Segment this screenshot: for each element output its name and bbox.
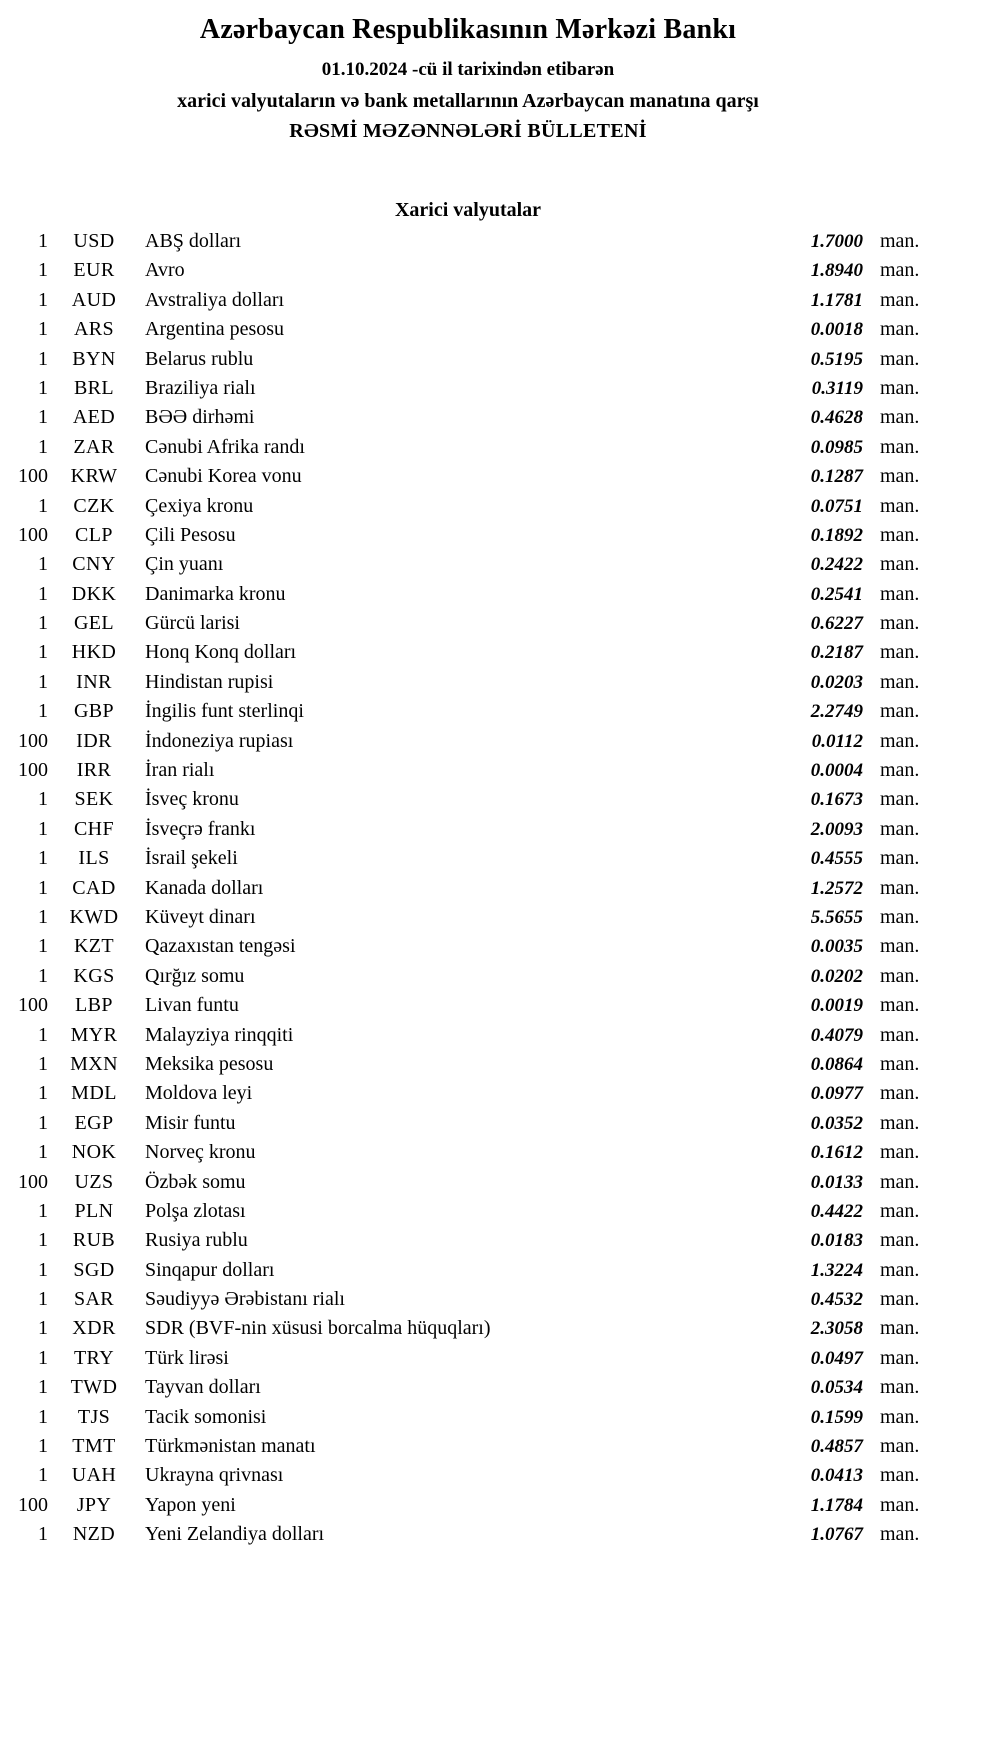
table-row <box>6 671 930 700</box>
rate-value: 1.8940 <box>810 260 863 282</box>
rate-quantity: 1 <box>38 1229 48 1252</box>
rate-unit: man. <box>880 994 920 1017</box>
currency-code: BYN <box>72 347 116 370</box>
currency-code: PLN <box>74 1199 114 1222</box>
currency-name: Çin yuanı <box>145 553 224 576</box>
rate-quantity: 1 <box>38 1346 48 1369</box>
currency-code: MYR <box>70 1023 118 1046</box>
rate-quantity: 1 <box>38 876 48 899</box>
currency-name: Tayvan dolları <box>145 1376 261 1399</box>
rate-value: 0.2187 <box>810 642 863 664</box>
rate-quantity: 1 <box>38 700 48 723</box>
rate-value: 0.1599 <box>810 1406 863 1428</box>
rate-quantity: 100 <box>18 1493 48 1516</box>
rate-value: 0.4422 <box>810 1200 863 1222</box>
rate-value: 0.0202 <box>810 965 863 987</box>
currency-code: LBP <box>75 994 113 1017</box>
rate-value: 0.0183 <box>810 1230 863 1252</box>
table-row <box>6 1494 930 1523</box>
rate-unit: man. <box>880 1493 920 1516</box>
currency-code: KWD <box>69 905 119 928</box>
currency-name: Cənubi Afrika randı <box>145 435 305 458</box>
rate-quantity: 1 <box>38 1023 48 1046</box>
rate-unit: man. <box>880 935 920 958</box>
table-row <box>6 406 930 435</box>
currency-name: SDR (BVF-nin xüsusi borcalma hüquqları) <box>145 1317 491 1340</box>
rate-quantity: 1 <box>38 1464 48 1487</box>
table-row <box>6 495 930 524</box>
currency-code: CAD <box>72 876 116 899</box>
currency-code: INR <box>76 670 112 693</box>
rate-value: 0.1287 <box>810 466 863 488</box>
currency-code: DKK <box>71 582 117 605</box>
rate-quantity: 1 <box>38 935 48 958</box>
rate-unit: man. <box>880 1346 920 1369</box>
currency-name: Çili Pesosu <box>145 523 236 546</box>
rate-unit: man. <box>880 964 920 987</box>
table-row <box>6 877 930 906</box>
table-row <box>6 965 930 994</box>
currency-name: Avstraliya dolları <box>145 288 285 311</box>
currency-name: Honq Konq dolları <box>145 641 297 664</box>
rate-quantity: 1 <box>38 905 48 928</box>
currency-code: EUR <box>73 259 115 282</box>
rate-unit: man. <box>880 435 920 458</box>
currency-name: Rusiya rublu <box>145 1229 248 1252</box>
table-row <box>6 935 930 964</box>
rate-quantity: 1 <box>38 1435 48 1458</box>
currency-code: KGS <box>73 964 115 987</box>
table-row <box>6 1376 930 1405</box>
currency-name: İndoneziya rupiası <box>145 729 294 752</box>
table-row <box>6 1053 930 1082</box>
rate-quantity: 1 <box>38 817 48 840</box>
rate-quantity: 1 <box>38 788 48 811</box>
table-row <box>6 259 930 288</box>
rate-value: 1.3224 <box>810 1259 863 1281</box>
rate-value: 0.0413 <box>810 1465 863 1487</box>
currency-name: Norveç kronu <box>145 1141 256 1164</box>
currency-name: Hindistan rupisi <box>145 670 274 693</box>
currency-name: Malayziya rinqqiti <box>145 1023 294 1046</box>
currency-code: TRY <box>73 1346 115 1369</box>
currency-code: TJS <box>77 1405 111 1428</box>
table-row <box>6 641 930 670</box>
rate-unit: man. <box>880 288 920 311</box>
rate-value: 0.4857 <box>810 1436 863 1458</box>
rate-value: 1.0767 <box>810 1524 863 1546</box>
rate-quantity: 1 <box>38 641 48 664</box>
rate-value: 1.2572 <box>810 877 863 899</box>
table-row <box>6 818 930 847</box>
currency-code: UAH <box>71 1464 117 1487</box>
rate-quantity: 1 <box>38 406 48 429</box>
currency-name: Avro <box>145 259 185 282</box>
table-row <box>6 1141 930 1170</box>
currency-code: XDR <box>72 1317 116 1340</box>
rate-unit: man. <box>880 553 920 576</box>
rate-value: 0.0497 <box>810 1347 863 1369</box>
rate-unit: man. <box>880 376 920 399</box>
currency-code: JPY <box>76 1493 112 1516</box>
rate-value: 2.3058 <box>810 1318 863 1340</box>
rate-quantity: 1 <box>38 1258 48 1281</box>
table-row <box>6 1024 930 1053</box>
rate-value: 0.0203 <box>810 671 863 693</box>
currency-name: Qırğız somu <box>145 964 245 987</box>
rate-unit: man. <box>880 1288 920 1311</box>
currency-name: Livan funtu <box>145 994 239 1017</box>
rate-unit: man. <box>880 1111 920 1134</box>
currency-name: Türk lirəsi <box>145 1346 229 1369</box>
table-row <box>6 436 930 465</box>
currency-name: Argentina pesosu <box>145 318 285 341</box>
rate-value: 0.4532 <box>810 1289 863 1311</box>
currency-name: Yapon yeni <box>145 1493 236 1516</box>
currency-code: GBP <box>73 700 115 723</box>
table-row <box>6 759 930 788</box>
currency-name: İsrail şekeli <box>145 847 238 870</box>
rate-unit: man. <box>880 347 920 370</box>
currency-code: KZT <box>73 935 115 958</box>
rate-quantity: 100 <box>18 729 48 752</box>
rate-value: 0.1612 <box>810 1142 863 1164</box>
currency-code: AUD <box>71 288 117 311</box>
bulletin-header <box>6 14 930 143</box>
rate-value: 0.0035 <box>810 936 863 958</box>
currency-name: Cənubi Korea vonu <box>145 465 302 488</box>
rate-value: 0.0352 <box>810 1112 863 1134</box>
rate-value: 0.0977 <box>810 1083 863 1105</box>
rate-value: 0.0018 <box>810 319 863 341</box>
rate-unit: man. <box>880 1405 920 1428</box>
rate-unit: man. <box>880 817 920 840</box>
currency-name: ABŞ dolları <box>145 230 242 252</box>
currency-name: İsveç kronu <box>145 788 239 811</box>
currency-code: MDL <box>71 1082 117 1105</box>
table-row <box>6 1406 930 1435</box>
rate-unit: man. <box>880 700 920 723</box>
currency-code: CNY <box>72 553 116 576</box>
table-row <box>6 847 930 876</box>
rate-quantity: 1 <box>38 1317 48 1340</box>
currency-code: IRR <box>76 759 112 782</box>
currency-name: İsveçrə frankı <box>145 817 256 840</box>
rate-value: 0.0133 <box>810 1171 863 1193</box>
rate-value: 0.1673 <box>810 789 863 811</box>
currency-name: Türkmənistan manatı <box>145 1435 316 1458</box>
rate-quantity: 1 <box>38 347 48 370</box>
table-row <box>6 1200 930 1229</box>
table-row <box>6 1288 930 1317</box>
currency-name: Misir funtu <box>145 1111 236 1134</box>
rate-value: 0.2422 <box>810 554 863 576</box>
table-row <box>6 1229 930 1258</box>
rate-quantity: 1 <box>38 288 48 311</box>
table-row <box>6 730 930 759</box>
rate-unit: man. <box>880 670 920 693</box>
rate-value: 2.2749 <box>810 701 863 723</box>
currency-code: GEL <box>73 612 115 635</box>
rate-value: 0.5195 <box>810 348 863 370</box>
rate-value: 0.0019 <box>810 995 863 1017</box>
rate-quantity: 1 <box>38 612 48 635</box>
rate-value: 5.5655 <box>810 906 863 928</box>
rate-quantity: 100 <box>18 465 48 488</box>
rate-value: 0.0864 <box>810 1053 863 1075</box>
table-row <box>6 1347 930 1376</box>
rate-unit: man. <box>880 1376 920 1399</box>
table-row <box>6 1435 930 1464</box>
table-row <box>6 1317 930 1346</box>
rate-unit: man. <box>880 847 920 870</box>
rate-value: 0.0985 <box>810 436 863 458</box>
table-row <box>6 583 930 612</box>
rate-quantity: 1 <box>38 1376 48 1399</box>
currency-code: IDR <box>76 729 112 752</box>
rate-unit: man. <box>880 318 920 341</box>
rate-unit: man. <box>880 259 920 282</box>
currency-code: CZK <box>73 494 115 517</box>
currency-code: ZAR <box>73 435 115 458</box>
rate-value: 0.1892 <box>810 524 863 546</box>
currency-name: Qazaxıstan tengəsi <box>145 935 296 958</box>
currency-code: AED <box>72 406 116 429</box>
currency-name: BƏƏ dirhəmi <box>145 406 255 429</box>
currency-name: Sinqapur dolları <box>145 1258 275 1281</box>
rate-unit: man. <box>880 1464 920 1487</box>
rate-value: 0.6227 <box>810 613 863 635</box>
rate-quantity: 1 <box>38 1111 48 1134</box>
currency-code: ILS <box>78 847 110 870</box>
currency-name: Danimarka kronu <box>145 582 286 605</box>
rate-quantity: 1 <box>38 1052 48 1075</box>
bulletin-title: RƏSMİ MƏZƏNNƏLƏRİ BÜLLETENİ <box>289 120 647 142</box>
rate-quantity: 1 <box>38 847 48 870</box>
rate-quantity: 1 <box>38 553 48 576</box>
rate-unit: man. <box>880 406 920 429</box>
currency-name: Moldova leyi <box>145 1082 253 1105</box>
rate-unit: man. <box>880 788 920 811</box>
table-row <box>6 994 930 1023</box>
currency-name: Səudiyyə Ərəbistanı rialı <box>145 1288 345 1311</box>
currency-name: Küveyt dinarı <box>145 905 256 928</box>
currency-name: Braziliya rialı <box>145 376 256 399</box>
rate-value: 0.4079 <box>810 1024 863 1046</box>
rate-unit: man. <box>880 1023 920 1046</box>
currency-code: CHF <box>73 817 115 840</box>
table-row <box>6 1171 930 1200</box>
currency-name: İngilis funt sterlinqi <box>145 700 304 723</box>
currency-name: Tacik somonisi <box>145 1405 267 1428</box>
rate-value: 1.1784 <box>810 1494 863 1516</box>
currency-code: EGP <box>74 1111 114 1134</box>
rate-quantity: 1 <box>38 435 48 458</box>
currency-code: ARS <box>73 318 115 341</box>
table-row <box>6 700 930 729</box>
rate-unit: man. <box>880 612 920 635</box>
rate-unit: man. <box>880 494 920 517</box>
rate-quantity: 100 <box>18 523 48 546</box>
currency-code: SEK <box>74 788 114 811</box>
table-row <box>6 553 930 582</box>
rates-table <box>6 230 930 1553</box>
rate-quantity: 1 <box>38 964 48 987</box>
table-row <box>6 348 930 377</box>
currency-name: Polşa zlotası <box>145 1199 246 1222</box>
rate-unit: man. <box>880 1258 920 1281</box>
bulletin-subtitle: xarici valyutaların və bank metallarının Azərbaycan manatına qarşı <box>177 90 759 112</box>
currency-code: USD <box>73 230 115 252</box>
rate-quantity: 1 <box>38 376 48 399</box>
rate-quantity: 1 <box>38 1288 48 1311</box>
rate-value: 0.0004 <box>810 760 863 782</box>
rate-value: 1.7000 <box>810 231 863 252</box>
currency-name: Ukrayna qrivnası <box>145 1464 284 1487</box>
rate-unit: man. <box>880 1199 920 1222</box>
currency-name: Çexiya kronu <box>145 494 254 517</box>
rate-quantity: 100 <box>18 994 48 1017</box>
currency-name: Belarus rublu <box>145 347 254 370</box>
rate-unit: man. <box>880 1170 920 1193</box>
rate-unit: man. <box>880 582 920 605</box>
bank-title: Azərbaycan Respublikasının Mərkəzi Bankı <box>199 14 737 45</box>
rate-value: 2.0093 <box>810 818 863 840</box>
rate-quantity: 1 <box>38 230 48 252</box>
table-row <box>6 524 930 553</box>
currency-code: CLP <box>75 523 113 546</box>
table-row <box>6 230 930 259</box>
rate-unit: man. <box>880 759 920 782</box>
rate-quantity: 1 <box>38 670 48 693</box>
rate-quantity: 100 <box>18 1170 48 1193</box>
currency-code: BRL <box>73 376 115 399</box>
table-row <box>6 906 930 935</box>
rate-unit: man. <box>880 1141 920 1164</box>
effective-date-line: 01.10.2024 -cü il tarixindən etibarən <box>321 59 615 80</box>
rate-unit: man. <box>880 1523 920 1546</box>
currency-code: TWD <box>70 1376 118 1399</box>
rate-value: 0.4628 <box>810 407 863 429</box>
rate-value: 0.3119 <box>811 377 863 399</box>
rate-value: 0.0751 <box>810 495 863 517</box>
currency-code: NOK <box>71 1141 117 1164</box>
rate-quantity: 1 <box>38 1199 48 1222</box>
currency-name: Özbək somu <box>145 1170 246 1193</box>
rate-quantity: 1 <box>38 582 48 605</box>
rate-value: 0.2541 <box>810 583 863 605</box>
rate-quantity: 1 <box>38 259 48 282</box>
currency-code: HKD <box>71 641 117 664</box>
rate-unit: man. <box>880 905 920 928</box>
table-row <box>6 1112 930 1141</box>
rate-unit: man. <box>880 465 920 488</box>
table-row <box>6 1523 930 1552</box>
table-row <box>6 289 930 318</box>
table-row <box>6 318 930 347</box>
rate-quantity: 1 <box>38 1405 48 1428</box>
table-row <box>6 377 930 406</box>
table-row <box>6 1082 930 1111</box>
rate-unit: man. <box>880 876 920 899</box>
section-title-foreign-currencies: Xarici valyutalar <box>394 199 542 221</box>
currency-name: Yeni Zelandiya dolları <box>145 1523 325 1546</box>
currency-code: KRW <box>70 465 118 488</box>
rate-unit: man. <box>880 1082 920 1105</box>
currency-code: NZD <box>72 1523 116 1546</box>
rate-value: 1.1781 <box>810 289 863 311</box>
rate-quantity: 1 <box>38 318 48 341</box>
currency-code: SAR <box>73 1288 115 1311</box>
rate-quantity: 1 <box>38 494 48 517</box>
rate-unit: man. <box>880 1229 920 1252</box>
rate-unit: man. <box>880 230 920 252</box>
rate-unit: man. <box>880 1052 920 1075</box>
currency-code: UZS <box>74 1170 114 1193</box>
currency-code: SGD <box>73 1258 115 1281</box>
rate-unit: man. <box>880 1317 920 1340</box>
table-row <box>6 465 930 494</box>
rate-unit: man. <box>880 523 920 546</box>
rate-unit: man. <box>880 641 920 664</box>
table-row <box>6 1259 930 1288</box>
rate-value: 0.0534 <box>810 1377 863 1399</box>
table-row <box>6 788 930 817</box>
rate-value: 0.4555 <box>810 848 863 870</box>
rate-value: 0.0112 <box>811 730 863 752</box>
rate-quantity: 1 <box>38 1082 48 1105</box>
rate-unit: man. <box>880 729 920 752</box>
rate-unit: man. <box>880 1435 920 1458</box>
rate-quantity: 1 <box>38 1523 48 1546</box>
table-row <box>6 612 930 641</box>
currency-code: RUB <box>72 1229 116 1252</box>
currency-name: İran rialı <box>145 759 215 782</box>
currency-code: MXN <box>70 1052 118 1075</box>
currency-name: Meksika pesosu <box>145 1052 274 1075</box>
currency-code: TMT <box>72 1435 116 1458</box>
table-row <box>6 1464 930 1493</box>
rate-quantity: 100 <box>18 759 48 782</box>
currency-name: Gürcü larisi <box>145 612 240 635</box>
currency-name: Kanada dolları <box>145 876 264 899</box>
rate-quantity: 1 <box>38 1141 48 1164</box>
